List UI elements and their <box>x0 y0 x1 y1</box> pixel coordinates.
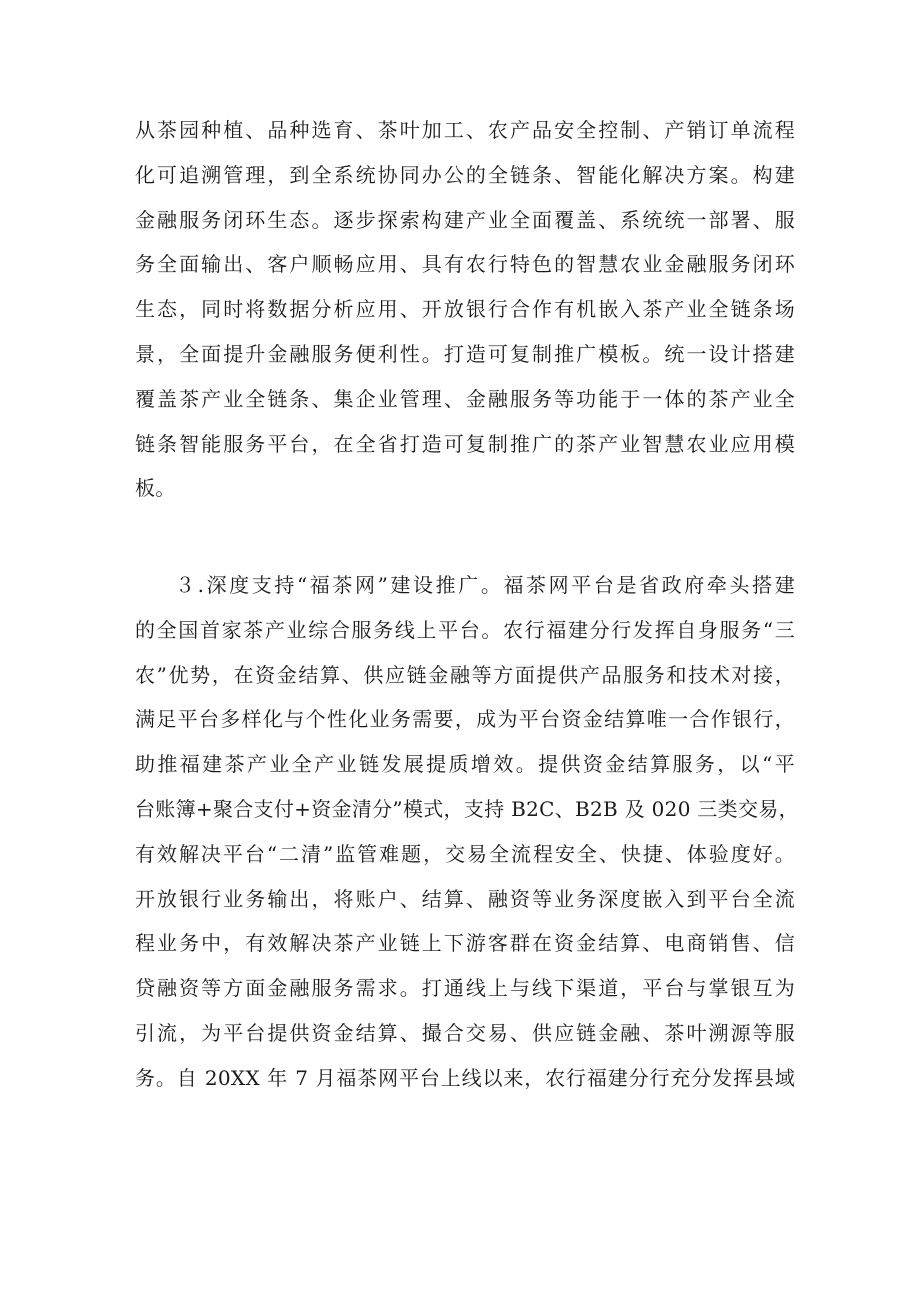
text-line: 开放银行业务输出，将账户、结算、融资等业务深度嵌入到平台全流 <box>135 886 795 911</box>
text-line: 农”优势，在资金结算、供应链金融等方面提供产品服务和技术对接， <box>135 662 795 687</box>
text-line: 链条智能服务平台，在全省打造可复制推广的茶产业智慧农业应用模 <box>135 431 795 456</box>
text-line: 化可追溯管理，到全系统协同办公的全链条、智能化解决方案。构建 <box>135 162 795 187</box>
text-line: 引流，为平台提供资金结算、撮合交易、供应链金融、茶叶溯源等服 <box>135 1020 795 1045</box>
text-line: 台账簿+聚合支付+资金清分”模式，支持 B2C、B2B 及 020 三类交易， <box>135 796 799 821</box>
text-line: 生态，同时将数据分析应用、开放银行合作有机嵌入茶产业全链条场 <box>135 297 795 322</box>
text-line: 金融服务闭环生态。逐步探索构建产业全面覆盖、系统统一部署、服 <box>135 207 795 232</box>
text-line: 贷融资等方面金融服务需求。打通线上与线下渠道，平台与掌银互为 <box>135 976 795 1001</box>
text-line: 的全国首家茶产业综合服务线上平台。农行福建分行发挥自身服务“三 <box>135 617 795 642</box>
text-line: 务。自 20XX 年 7 月福茶网平台上线以来，农行福建分行充分发挥县域 <box>135 1065 795 1090</box>
text-line: 板。 <box>135 476 176 501</box>
paragraph-2 <box>135 563 799 1101</box>
text-line: 从茶园种植、品种选育、茶叶加工、农产品安全控制、产销订单流程 <box>135 118 795 142</box>
text-line: 助推福建茶产业全产业链发展提质增效。提供资金结算服务，以“平 <box>135 752 795 777</box>
text-line: 满足平台多样化与个性化业务需要，成为平台资金结算唯一合作银行， <box>135 707 795 732</box>
paragraph-1 <box>135 108 795 511</box>
text-line: 务全面输出、客户顺畅应用、具有农行特色的智慧农业金融服务闭环 <box>135 252 795 277</box>
text-line: 程业务中，有效解决茶产业链上下游客群在资金结算、电商销售、信 <box>135 931 795 956</box>
text-line: 景，全面提升金融服务便利性。打造可复制推广模板。统一设计搭建 <box>135 341 795 366</box>
text-line: 覆盖茶产业全链条、集企业管理、金融服务等功能于一体的茶产业全 <box>135 386 795 411</box>
text-line: 有效解决平台“二清”监管难题，交易全流程安全、快捷、体验度好。 <box>135 841 795 866</box>
text-line: ３.深度支持“福茶网”建设推广。福茶网平台是省政府牵头搭建 <box>175 573 795 597</box>
